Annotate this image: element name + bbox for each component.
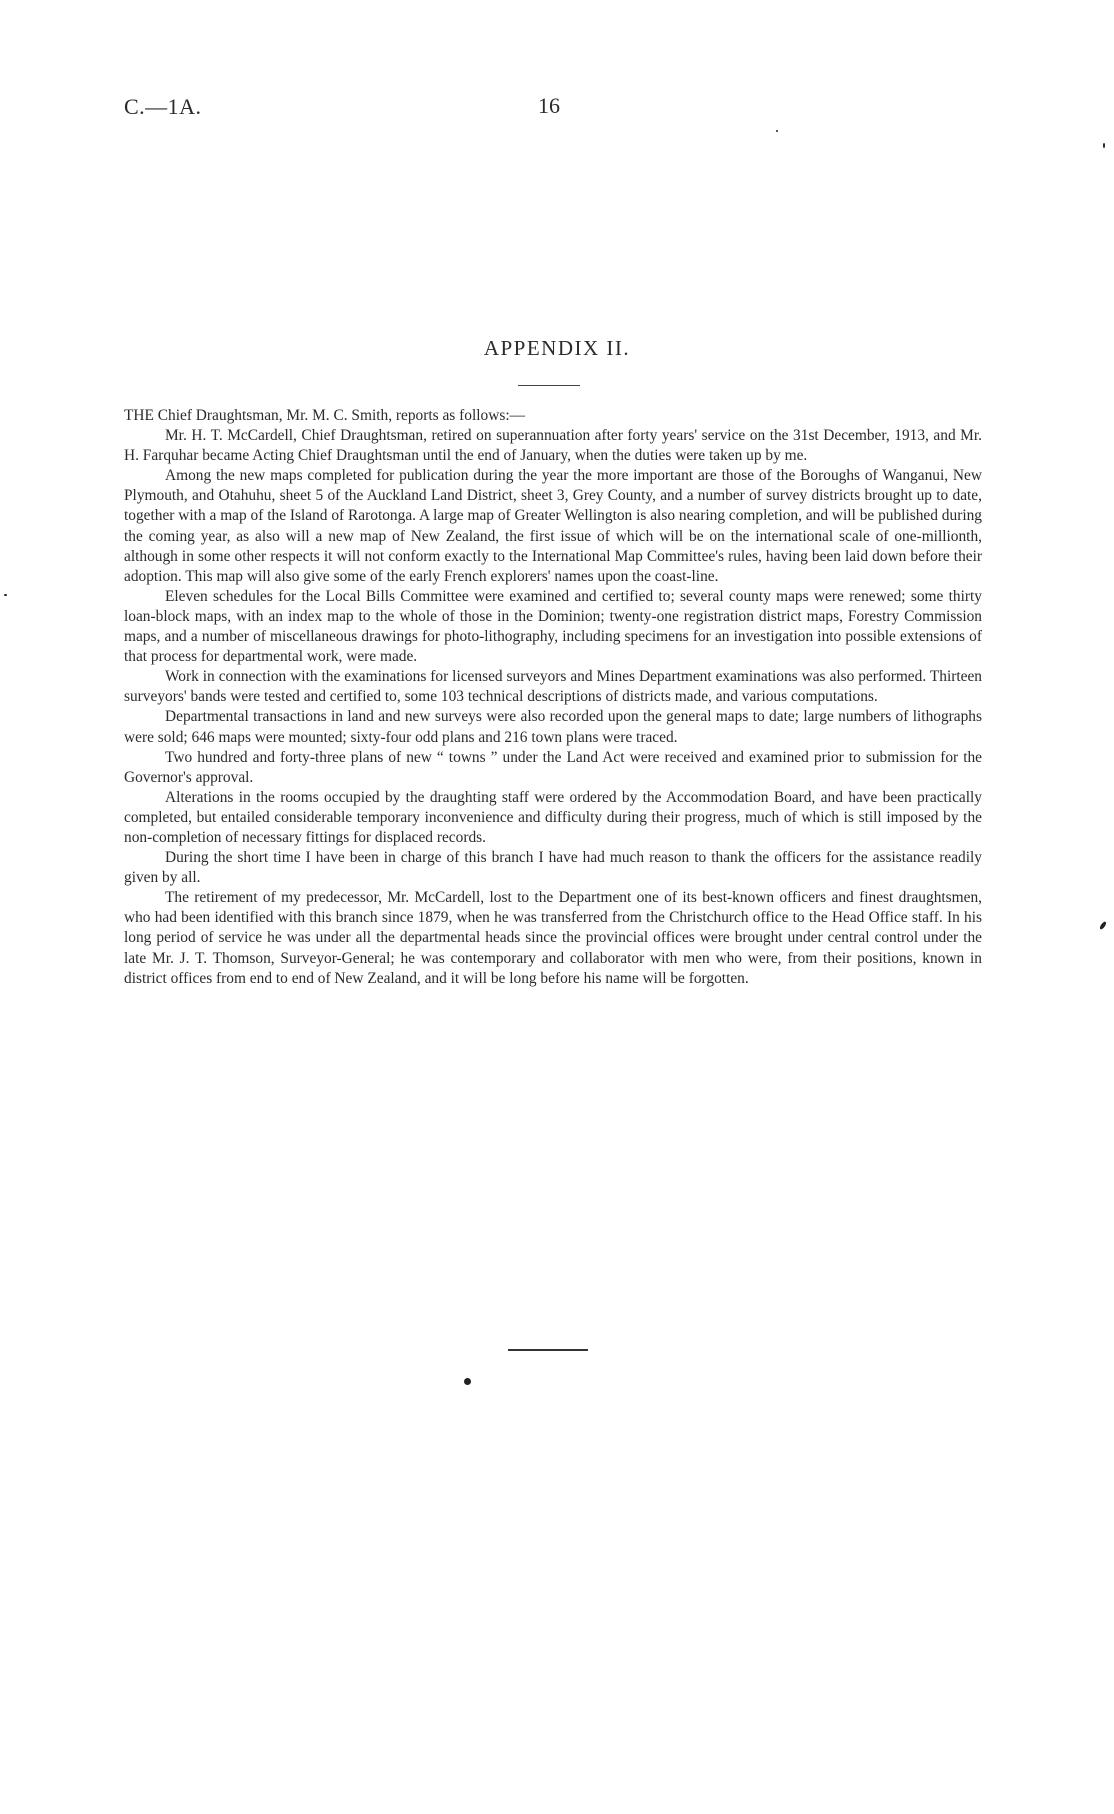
- page-number: 16: [538, 93, 560, 118]
- scan-speck: [1099, 921, 1107, 931]
- scan-speck: [464, 1378, 471, 1385]
- paragraph-intro: THE Chief Draughtsman, Mr. M. C. Smith, reports as follows:—: [124, 407, 525, 424]
- scan-speck: [1103, 143, 1105, 148]
- end-divider: [508, 1349, 588, 1351]
- scan-speck: [776, 130, 778, 132]
- paragraph: The retirement of my predecessor, Mr. McCardell, lost to the Department one of its best-known officers and finest draughtsmen, who had been identified with this branch since 1879, when he was transferred from the Christchurch office to the Head Office staff. In his long period of service he was under all the departmental heads since the provincial offices were brought under central control under the late Mr. J. T. Thomson, Surveyor-General; he was contemporary and collaborator with men who were, from their positions, known in district offices from end to end of New Zealand, and it will be long before his name will be forgotten.: [124, 889, 982, 987]
- page-code: C.—1A.: [124, 94, 202, 119]
- paragraph: During the short time I have been in charge of this branch I have had much reason to thank the officers for the assistance readily given by all.: [124, 849, 982, 887]
- paragraph: Among the new maps completed for publication during the year the more important are those of the Boroughs of Wanganui, New Plymouth, and Otahuhu, sheet 5 of the Auckland Land District, sheet 3, Grey County, and a number of survey districts brought up to date, together with a map of the Island of Rarotonga. A large map of Greater Wellington is also nearing completion, and will be published during the coming year, as also will a new map of New Zealand, the first issue of which will be on the international scale of one-millionth, although in some other respects it will not conform exactly to the International Map Committee's rules, having been laid down before their adoption. This map will also give some of the early French explorers' names upon the coast-line.: [124, 467, 982, 585]
- paragraph: Two hundred and forty-three plans of new “ towns ” under the Land Act were received and examined prior to submission for the Governor's approval.: [124, 748, 982, 786]
- paragraph: Alterations in the rooms occupied by the draughting staff were ordered by the Accommodation Board, and have been practically completed, but entailed considerable temporary inconvenience and difficulty during their progress, much of which is still imposed by the non-completion of necessary fittings for displaced records.: [124, 788, 982, 846]
- paragraph: Work in connection with the examinations for licensed surveyors and Mines Department examinations was also performed. Thirteen surveyors' bands were tested and certified to, some 103 technical descriptions of districts made, and various computations.: [124, 668, 982, 706]
- title-divider: [518, 385, 580, 386]
- paragraph: Eleven schedules for the Local Bills Committee were examined and certified to; several county maps were renewed; some thirty loan-block maps, with an index map to the whole of those in the Dominion; twenty-one registration district maps, Forestry Commission maps, and a number of miscellaneous drawings for photo-lithography, including specimens for an investigation into possible extensions of that process for departmental work, were made.: [124, 587, 982, 666]
- appendix-title: APPENDIX II.: [483, 336, 631, 360]
- paragraph: Mr. H. T. McCardell, Chief Draughtsman, retired on superannuation after forty years' service on the 31st December, 1913, and Mr. H. Farquhar became Acting Chief Draughtsman until the end of January, when the duties were taken up by me.: [124, 427, 982, 465]
- scan-speck: [4, 594, 7, 596]
- report-body: [124, 406, 982, 989]
- paragraph: Departmental transactions in land and new surveys were also recorded upon the general maps to date; large numbers of lithographs were sold; 646 maps were mounted; sixty-four odd plans and 216 town plans were traced.: [124, 708, 982, 746]
